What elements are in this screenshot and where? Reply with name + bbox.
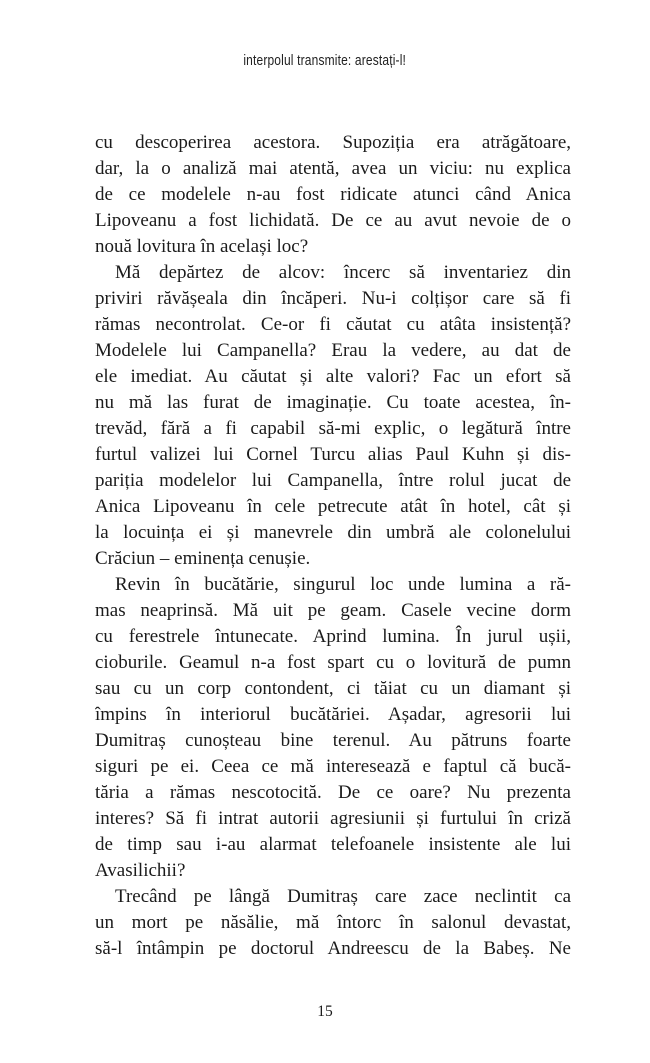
text-line: tăria a rămas nescotocită. De ce oare? Nu prezenta [95, 782, 571, 803]
paragraph [95, 130, 571, 260]
text-line: Anica Lipoveanu în cele petrecute atât în hotel, cât și [95, 496, 571, 517]
text-line: cu descoperirea acestora. Supoziția era atrăgătoare, [95, 132, 571, 153]
text-line: trevăd, fără a fi capabil să-mi explic, o legătură între [95, 418, 571, 439]
body-text [95, 130, 571, 962]
text-line: sau cu un corp contondent, ci tăiat cu un diamant și [95, 678, 571, 699]
text-line: cioburile. Geamul n-a fost spart cu o lovitură de pumn [95, 652, 571, 673]
text-line: de ce modelele n-au fost ridicate atunci când Anica [95, 184, 571, 205]
running-header-text: interpolul transmite: arestați-l! [243, 52, 407, 69]
paragraph [95, 884, 571, 962]
text-line: ele imediat. Au căutat și alte valori? Fac un efort să [95, 366, 571, 387]
paragraph [95, 572, 571, 884]
text-line: să-l întâmpin pe doctorul Andreescu de la Babeș. Ne [95, 938, 571, 959]
running-header [0, 52, 650, 69]
text-line: Trecând pe lângă Dumitraș care zace neclintit ca [115, 886, 571, 907]
text-line: împins în interiorul bucătăriei. Așadar, agresorii lui [95, 704, 571, 725]
text-line: interes? Să fi intrat autorii agresiunii și furtului în criză [95, 808, 571, 829]
text-line: Mă depărtez de alcov: încerc să inventariez din [115, 262, 571, 283]
paragraph [95, 260, 571, 572]
text-line: Crăciun – eminența cenușie. [95, 548, 311, 569]
page-number: 15 [317, 1003, 333, 1020]
text-line: rămas necontrolat. Ce-or fi căutat cu atâta insistență? [95, 314, 571, 335]
text-line: Avasilichii? [95, 860, 186, 881]
text-line: un mort pe năsălie, mă întorc în salonul devastat, [95, 912, 571, 933]
text-line: cu ferestrele întunecate. Aprind lumina. În jurul ușii, [95, 626, 571, 647]
text-line: pariția modelelor lui Campanella, între rolul jucat de [95, 470, 571, 491]
text-line: nouă lovitura în același loc? [95, 236, 309, 257]
text-line: mas neaprinsă. Mă uit pe geam. Casele vecine dorm [95, 600, 571, 621]
text-line: Lipoveanu a fost lichidată. De ce au avut nevoie de o [95, 210, 571, 231]
text-line: de timp sau i-au alarmat telefoanele insistente ale lui [95, 834, 571, 855]
text-line: priviri răvășeala din încăperi. Nu-i colțișor care să fi [95, 288, 571, 309]
text-line: dar, la o analiză mai atentă, avea un viciu: nu explica [95, 158, 571, 179]
text-line: Revin în bucătărie, singurul loc unde lumina a ră- [115, 574, 571, 595]
text-line: nu mă las furat de imaginație. Cu toate acestea, în- [95, 392, 571, 413]
text-line: la locuința ei și manevrele din umbră ale colonelului [95, 522, 571, 543]
text-line: furtul valizei lui Cornel Turcu alias Paul Kuhn și dis- [95, 444, 571, 465]
text-line: Dumitraș cunoșteau bine terenul. Au pătruns foarte [95, 730, 571, 751]
text-line: siguri pe ei. Ceea ce mă interesează e faptul că bucă- [95, 756, 571, 777]
text-line: Modelele lui Campanella? Erau la vedere, au dat de [95, 340, 571, 361]
